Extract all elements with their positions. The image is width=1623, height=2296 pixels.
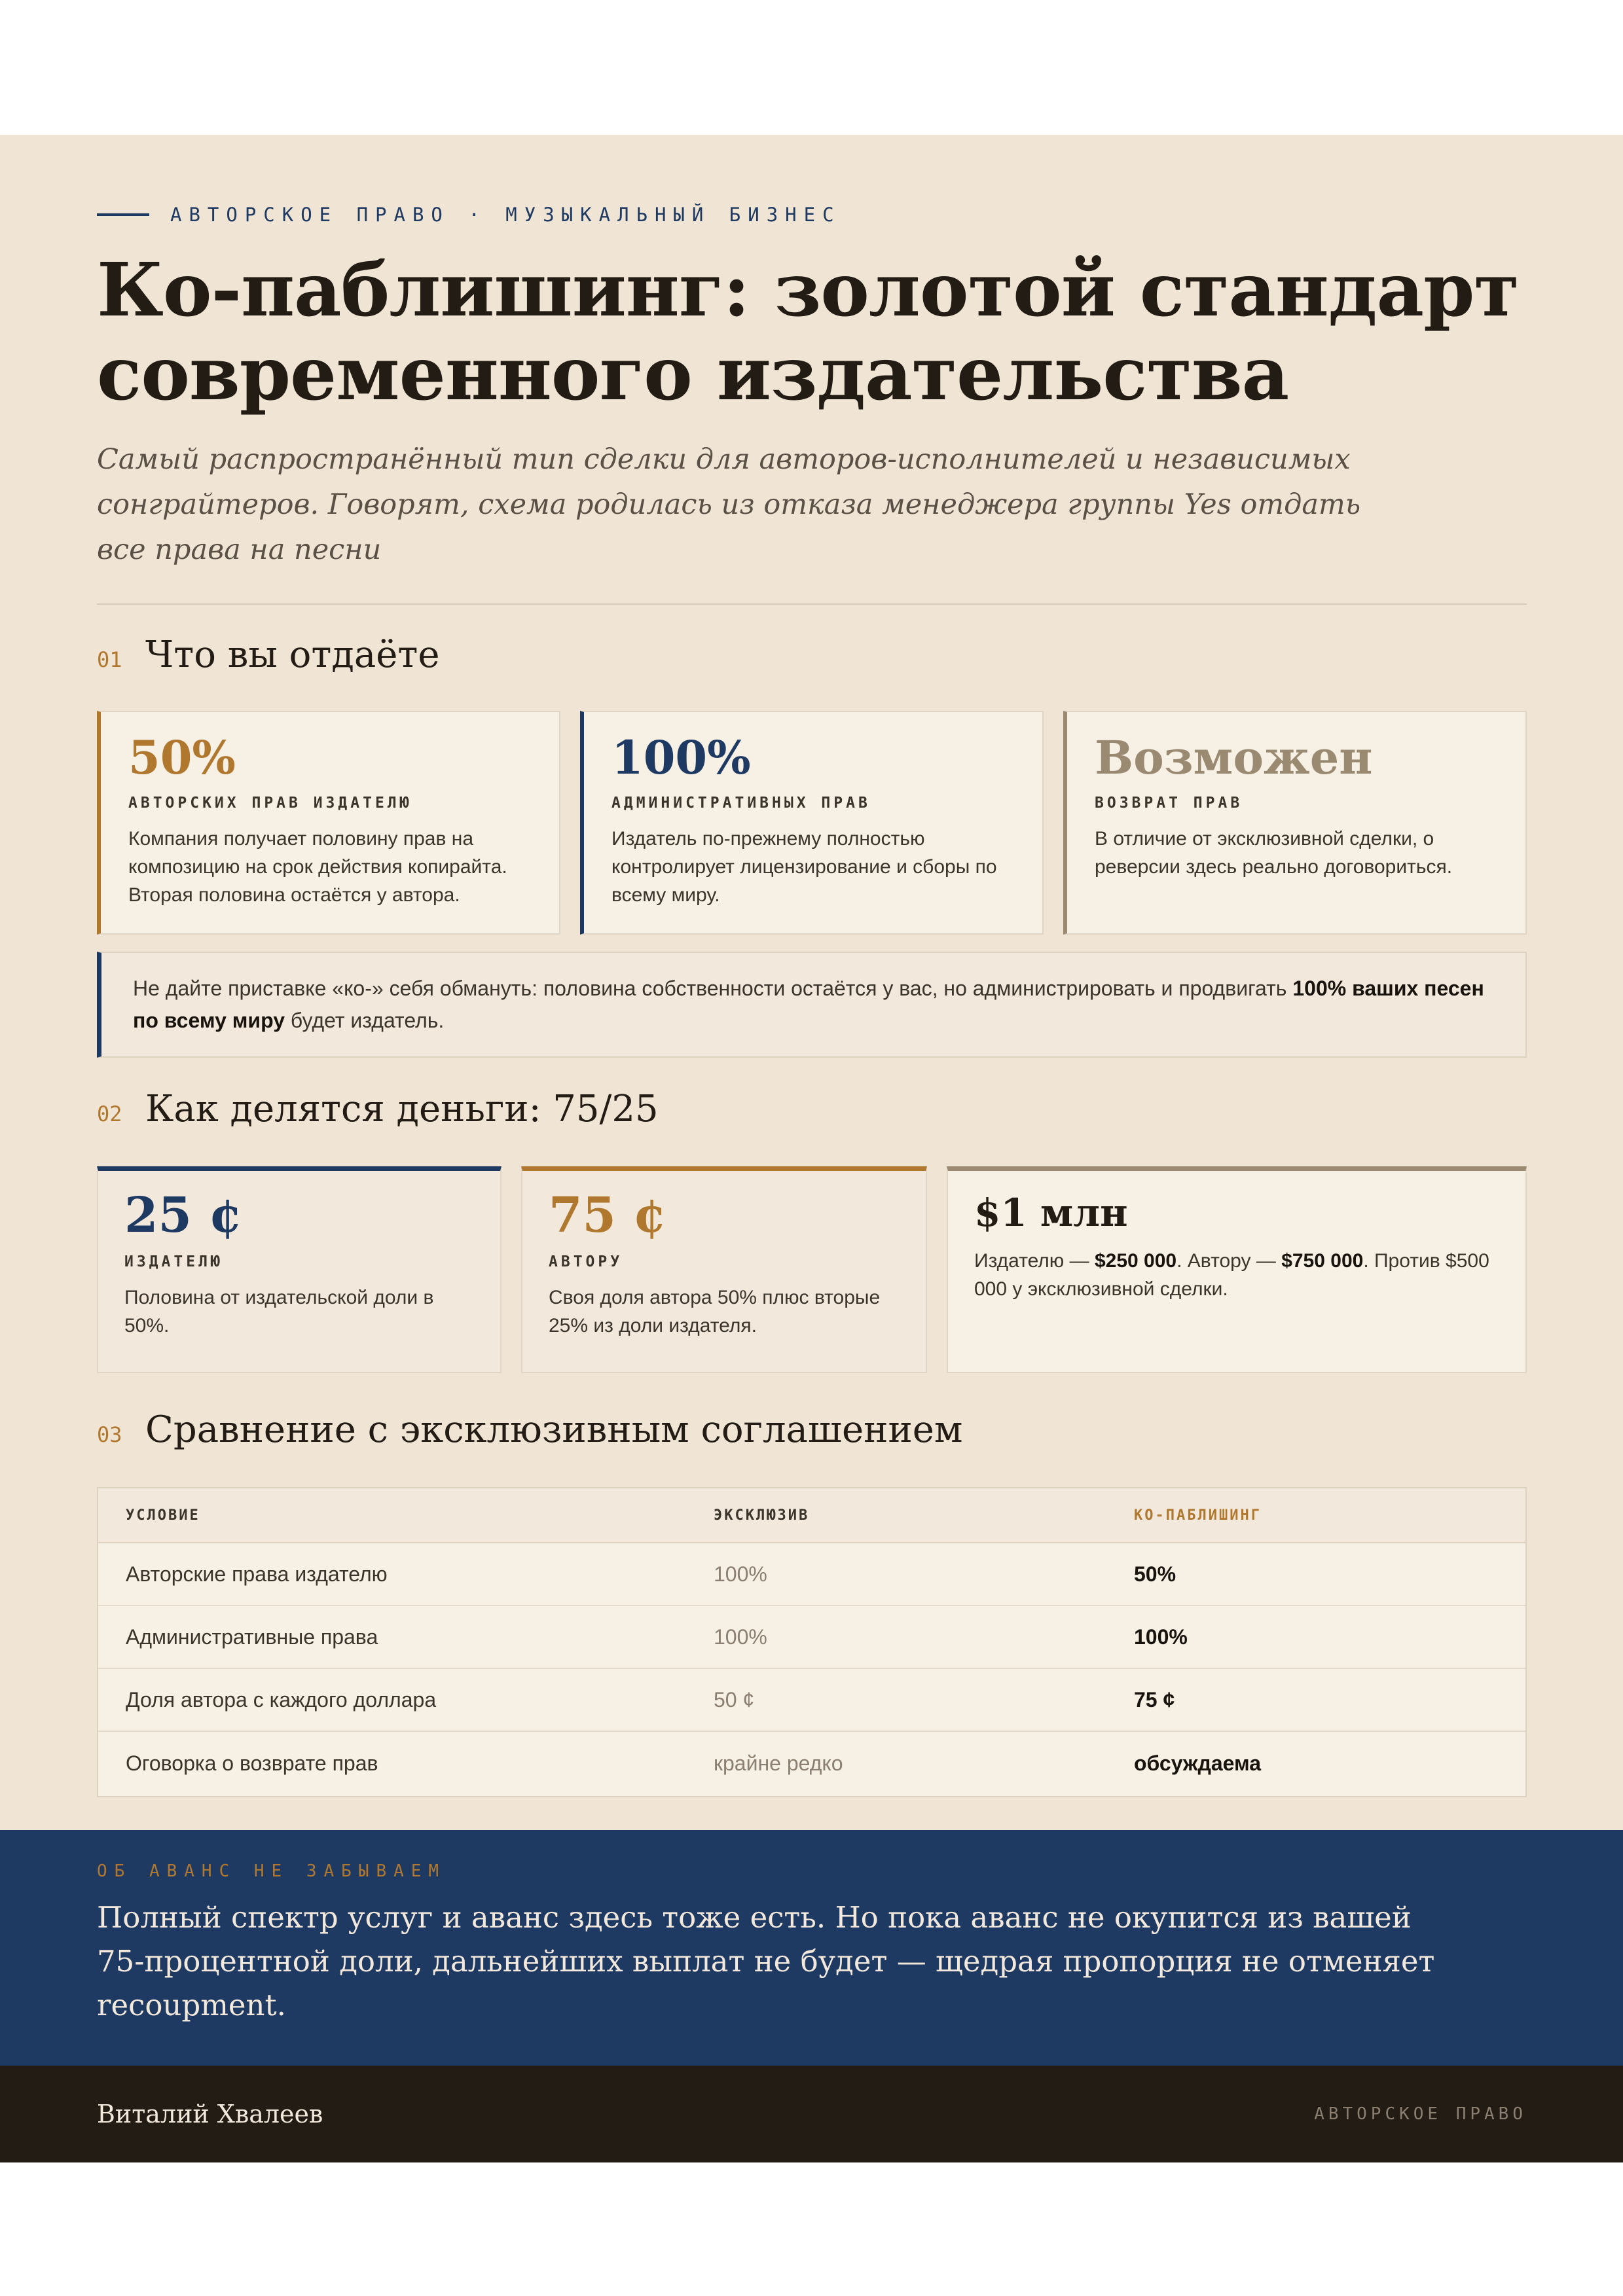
section-heading-comparison: [97, 1408, 962, 1451]
table-header-row: [98, 1488, 1525, 1543]
section-heading-give: [97, 634, 440, 676]
card-text: Половина от издательской доли в 50%.: [124, 1287, 434, 1336]
advance-banner: [0, 1830, 1623, 2066]
table-row: [98, 1543, 1525, 1606]
callout-note: [97, 952, 1527, 1058]
footer: [0, 2066, 1623, 2162]
card-label: АДМИНИСТРАТИВНЫХ ПРАВ: [611, 795, 871, 812]
banner-label: ОБ АВАНС НЕ ЗАБЫВАЕМ: [97, 1861, 447, 1881]
card-admin-rights: [580, 711, 1044, 935]
page-title: Ко-паблишинг: золотой стандарт современного издательства: [97, 247, 1519, 417]
cell-exclusive: 50 ¢: [714, 1687, 755, 1712]
cell-condition: Авторские права издателю: [126, 1562, 388, 1586]
page-subtitle: Самый распространённый тип сделки для авторов-исполнителей и независимых сонграйтеров. Говорят, схема родилась из отказа менеджера группы Yes отдать все права на песни: [97, 443, 1361, 566]
section-title: Что вы отдаёте: [145, 634, 440, 676]
column-header-exclusive: ЭКСКЛЮЗИВ: [714, 1507, 810, 1524]
card-author-share: [521, 1166, 927, 1373]
card-text: В отличие от эксклюзивной сделки, о реверсии здесь реально договориться.: [1095, 828, 1453, 878]
callout-bold: 100% ваших песен по всему миру: [133, 977, 1484, 1032]
million-publisher-amount: $250 000: [1094, 1250, 1177, 1272]
callout-text-end: будет издатель.: [285, 1009, 445, 1032]
card-million-example: [947, 1166, 1527, 1373]
card-reversion: [1063, 711, 1527, 935]
card-text: [974, 1247, 1499, 1303]
card-value: 50%: [128, 730, 236, 785]
callout-text: Не дайте приставке «ко-» себя обмануть: половина собственности остаётся у вас, но администрировать и продвигать: [133, 977, 1293, 1000]
card-label: АВТОРСКИХ ПРАВ ИЗДАТЕЛЮ: [128, 795, 412, 812]
card-text: Своя доля автора 50% плюс вторые 25% из доли издателя.: [549, 1287, 881, 1336]
card-value: 100%: [611, 730, 751, 785]
table-row: [98, 1732, 1525, 1795]
cell-exclusive: 100%: [714, 1624, 767, 1649]
million-author-amount: $750 000: [1281, 1250, 1364, 1272]
section-heading-money: [97, 1088, 659, 1130]
eyebrow: [97, 204, 841, 226]
section-title: Как делятся деньги: 75/25: [145, 1088, 659, 1130]
cell-copublishing: 75 ¢: [1134, 1687, 1175, 1712]
eyebrow-line: [97, 213, 149, 216]
card-text: Компания получает половину прав на композицию на срок действия копирайта. Вторая половина остаётся у автора.: [128, 828, 507, 906]
eyebrow-text: АВТОРСКОЕ ПРАВО · МУЗЫКАЛЬНЫЙ БИЗНЕС: [170, 204, 841, 226]
banner-text: Полный спектр услуг и аванс здесь тоже есть. Но пока аванс не окупится из вашей 75-процентной доли, дальнейших выплат не будет — щедрая пропорция не отменяет recoupment.: [97, 1900, 1435, 2022]
card-value: 75 ¢: [549, 1187, 667, 1244]
cell-copublishing: 100%: [1134, 1624, 1188, 1649]
card-text: Издатель по-прежнему полностью контролирует лицензирование и сборы по всему миру.: [611, 828, 997, 906]
million-text-2: . Автору —: [1176, 1250, 1282, 1272]
card-label: АВТОРУ: [549, 1253, 623, 1270]
footer-author: Виталий Хвалеев: [97, 2100, 323, 2128]
card-label: ИЗДАТЕЛЮ: [124, 1253, 223, 1270]
card-value: Возможен: [1095, 730, 1373, 785]
divider: [97, 603, 1527, 605]
footer-tag: АВТОРСКОЕ ПРАВО: [1314, 2104, 1527, 2124]
card-label: ВОЗВРАТ ПРАВ: [1095, 795, 1243, 812]
card-value: 25 ¢: [124, 1187, 243, 1244]
card-publisher-rights: [97, 711, 560, 935]
cell-copublishing: 50%: [1134, 1562, 1176, 1586]
section-number: 02: [97, 1102, 122, 1126]
section-number: 03: [97, 1422, 122, 1447]
card-value: $1 млн: [974, 1191, 1128, 1235]
column-header-copublishing: КО-ПАБЛИШИНГ: [1134, 1507, 1262, 1524]
cell-condition: Оговорка о возврате прав: [126, 1751, 378, 1775]
cell-exclusive: крайне редко: [714, 1751, 843, 1775]
table-row: [98, 1606, 1525, 1669]
cell-copublishing: обсуждаема: [1134, 1751, 1262, 1775]
table-row: [98, 1669, 1525, 1732]
cell-condition: Доля автора с каждого доллара: [126, 1687, 437, 1712]
card-publisher-share: [97, 1166, 501, 1373]
comparison-table: [97, 1487, 1527, 1797]
section-number: 01: [97, 647, 122, 672]
million-text-1: Издателю —: [974, 1250, 1095, 1272]
million-text-3: . Против $500 000 у эксклюзивной сделки.: [974, 1250, 1489, 1300]
section-title: Сравнение с эксклюзивным соглашением: [145, 1408, 963, 1451]
column-header-condition: УСЛОВИЕ: [126, 1507, 200, 1524]
cell-exclusive: 100%: [714, 1562, 767, 1586]
cell-condition: Административные права: [126, 1624, 378, 1649]
